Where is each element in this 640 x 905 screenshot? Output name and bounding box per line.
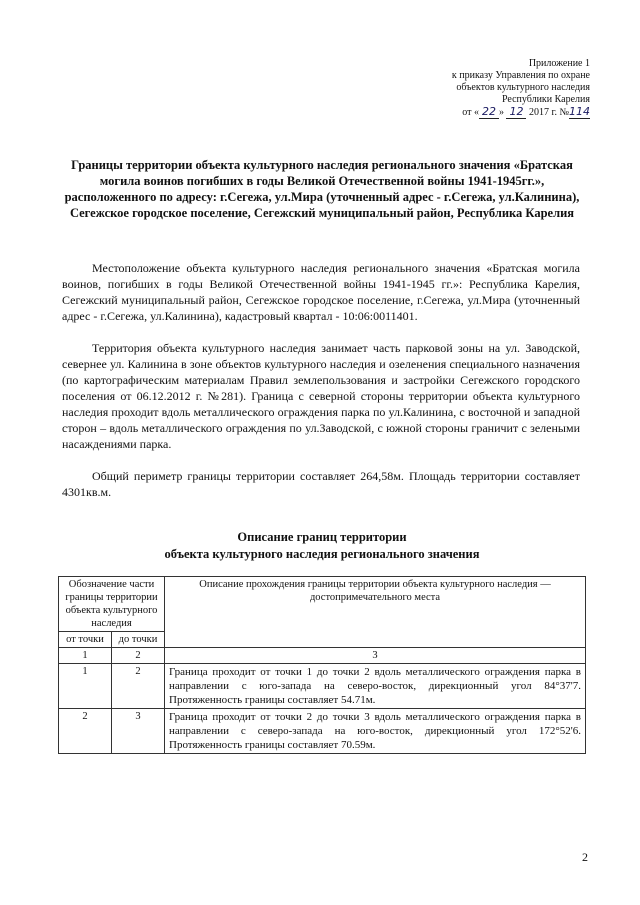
row-from-point: 1 <box>59 664 112 709</box>
date-mid: » <box>498 107 507 118</box>
appendix-line-4: Республики Карелия <box>501 94 590 105</box>
boundaries-subtitle <box>62 529 582 563</box>
row-description: Граница проходит от точки 2 до точки 3 вдоль металлического ограждения парка в направлении с северо-запада на юго-восток, дирекционный угол 172°52'6. Протяженность границы составляет 70.59м. <box>165 709 586 754</box>
subtitle-line-2: объекта культурного наследия регионального значения <box>164 547 480 561</box>
appendix-reference <box>452 58 590 119</box>
row-from-point: 2 <box>59 709 112 754</box>
header-to-point: до точки <box>112 632 165 648</box>
document-title: Границы территории объекта культурного наследия регионального значения «Братская могила воинов погибших в годы Великой Отечественной войны 1941-1945гг.», расположенного по адресу: г.Сегежа, ул.Мира (уточненный адрес - г.Сегежа, ул.Калинина), Сегежское городское поселение, Сегежский муниципальный район, Республика Карелия <box>64 158 580 220</box>
paragraph-territory: Территория объекта культурного наследия занимает часть парковой зоны на ул. Заводской, севернее ул. Калинина в зоне объектов культурного наследия и озеленения специального назначения (по картографическим материалам Правил землепользования и застройки Сегежского городского поселения от 06.12.2012 г. №281). Граница с северной стороны территории объекта культурного наследия проходит вдоль металлического ограждения парка по ул.Калинина, с восточной и западной сторон – вдоль металлического ограждения по ул.Заводской, с южной стороны граничит с зелеными насаждениями парка. <box>62 341 580 451</box>
appendix-line-2: к приказу Управления по охране <box>451 70 590 81</box>
header-from-point: от точки <box>59 632 112 648</box>
table-header-row <box>59 577 586 632</box>
date-month: 12 <box>506 106 526 119</box>
subtitle-line-1: Описание границ территории <box>237 530 407 544</box>
date-day: 22 <box>479 106 499 119</box>
row-to-point: 2 <box>112 664 165 709</box>
paragraph-location: Местоположение объекта культурного наследия регионального значения «Братская могила воинов, погибших в годы Великой Отечественной войны 1941-1945 гг.»: Республика Карелия, Сегежский муниципальный район, Сегежское городское поселение, г.Сегежа, ул.Мира (уточненный адрес - г.Сегежа, ул.Калинина), кадастровый квартал - 10:06:0011401. <box>62 261 580 323</box>
table-row <box>59 664 586 709</box>
date-year: 2017 г. № <box>526 107 569 118</box>
boundaries-table <box>58 576 586 754</box>
appendix-date-line <box>452 106 590 119</box>
date-prefix: от « <box>462 107 479 118</box>
appendix-line-1: Приложение 1 <box>528 58 590 69</box>
header-description: Описание прохождения границы территории объекта культурного наследия — достопримечательного места <box>165 577 586 648</box>
row-description: Граница проходит от точки 1 до точки 2 вдоль металлического ограждения парка в направлении с юго-запада на северо-восток, дирекционный угол 84°37'7. Протяженность границы составляет 54.71м. <box>165 664 586 709</box>
paragraph-perimeter: Общий периметр границы территории составляет 264,58м. Площадь территории составляет 4301кв.м. <box>62 469 580 499</box>
row-to-point: 3 <box>112 709 165 754</box>
table-column-numbers <box>59 648 586 664</box>
column-number-3: 3 <box>165 648 586 664</box>
column-number-2: 2 <box>112 648 165 664</box>
column-number-1: 1 <box>59 648 112 664</box>
table-row <box>59 709 586 754</box>
appendix-line-3: объектов культурного наследия <box>456 82 590 93</box>
page-number: 2 <box>582 850 588 864</box>
order-number: 114 <box>569 105 590 118</box>
header-part: Обозначение части границы территории объекта культурного наследия <box>59 577 165 632</box>
